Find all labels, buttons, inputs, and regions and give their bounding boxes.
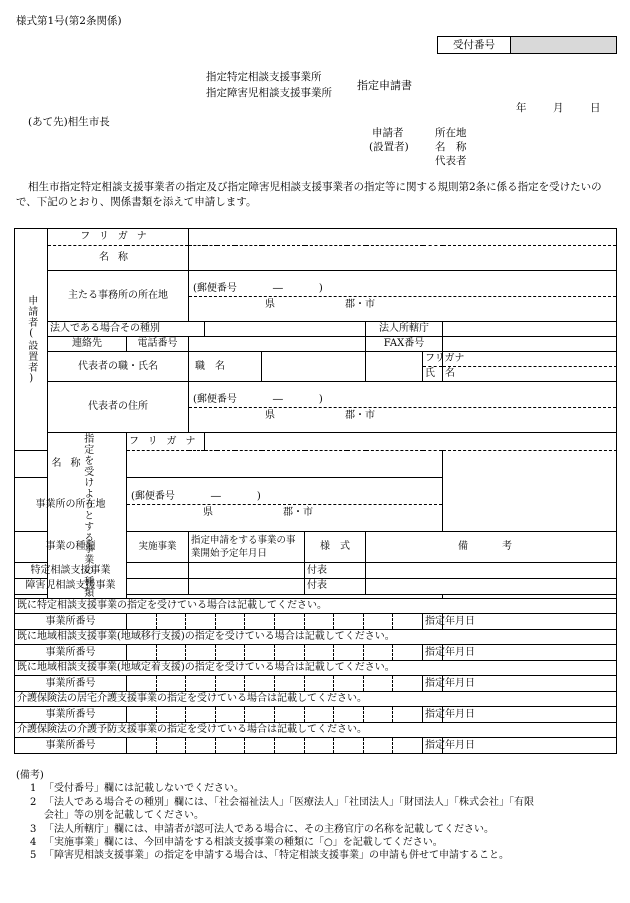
note-item: 4 「実施事業」欄には、今回申請をする相談支援事業の種類に「○」を記載してください。 bbox=[30, 837, 443, 849]
furigana-label: フリガナ bbox=[48, 229, 189, 246]
rep-address-field[interactable] bbox=[189, 382, 617, 433]
furigana-field[interactable] bbox=[189, 229, 617, 246]
main-office-label: 主たる事務所の所在地 bbox=[48, 271, 189, 322]
corp-authority-label: 法人所轄庁 bbox=[366, 322, 443, 337]
rep-title-name-label: 代表者の職・氏名 bbox=[48, 352, 189, 382]
child-remarks-field[interactable] bbox=[366, 578, 617, 594]
phone-label: 電話番号 bbox=[127, 337, 189, 352]
side-label-applicant: 申請者(設置者) bbox=[15, 229, 48, 451]
fax-label: FAX番号 bbox=[366, 337, 443, 352]
office-name-field[interactable] bbox=[127, 451, 443, 478]
rep-furigana-field[interactable] bbox=[443, 352, 617, 367]
notes-heading: (備考) bbox=[16, 770, 44, 781]
note-item: 2 「法人である場合その種別」欄には、「社会福祉法人」「医療法人」「社団法人」「財団法人」「株式会社」「有限 bbox=[30, 796, 534, 808]
designation-date-label: 指定年月日 bbox=[423, 738, 443, 754]
fax-field[interactable] bbox=[443, 337, 617, 352]
office-number-label: 事業所番号 bbox=[15, 707, 127, 723]
implementation-label: 実施事業 bbox=[127, 531, 189, 562]
business-type-label: 事業の種類 bbox=[15, 531, 127, 562]
designation-date-label: 指定年月日 bbox=[423, 645, 443, 661]
specific-business-label: 特定相談支援事業 bbox=[15, 562, 127, 578]
note-item: 1 「受付番号」欄には記載しないでください。 bbox=[30, 783, 244, 795]
office-number-field[interactable] bbox=[127, 707, 423, 723]
application-form-table bbox=[14, 228, 617, 754]
rep-address-line: 県 郡・市 bbox=[265, 410, 375, 421]
applicant-rep-label: 代表者 bbox=[435, 155, 467, 167]
prior-heading-5: 介護保険法の介護予防支援事業の指定を受けている場合は記載してください。 bbox=[15, 723, 617, 738]
corp-type-label: 法人である場合その種別 bbox=[48, 322, 205, 337]
office-furigana-field[interactable] bbox=[205, 433, 617, 451]
specific-remarks-field[interactable] bbox=[366, 562, 617, 578]
title-line2: 指定障害児相談支援事業所 bbox=[206, 87, 332, 99]
office-number-label: 事業所番号 bbox=[15, 645, 127, 661]
phone-field[interactable] bbox=[189, 337, 366, 352]
designation-date-label: 指定年月日 bbox=[423, 614, 443, 630]
office-number-label: 事業所番号 bbox=[15, 676, 127, 692]
office-number-field[interactable] bbox=[127, 676, 423, 692]
remarks-col-label: 備 考 bbox=[366, 531, 617, 562]
office-number-label: 事業所番号 bbox=[15, 738, 127, 754]
specific-implementation-field[interactable] bbox=[127, 562, 189, 578]
spacer-cell bbox=[366, 352, 423, 382]
receipt-number-field[interactable] bbox=[511, 37, 616, 53]
designation-date-label: 指定年月日 bbox=[423, 707, 443, 723]
position-label: 職 名 bbox=[189, 352, 262, 382]
date-year: 年 bbox=[516, 102, 527, 114]
corp-authority-field[interactable] bbox=[443, 322, 617, 337]
office-location-label: 事業所の所在地 bbox=[15, 477, 127, 531]
date-day: 日 bbox=[590, 102, 601, 114]
name-field[interactable] bbox=[189, 246, 617, 271]
note-item: 3 「法人所轄庁」欄には、申請者が認可法人である場合に、その主務官庁の名称を記載してください。 bbox=[30, 823, 494, 835]
date-month: 月 bbox=[553, 102, 564, 114]
office-location-field[interactable] bbox=[127, 477, 443, 531]
person-name-label: 氏 名 bbox=[423, 367, 443, 382]
title-line1: 指定特定相談支援事業所 bbox=[206, 71, 322, 83]
note-item: 5 「障害児相談支援事業」の指定を申請する場合は、「特定相談支援事業」の申請も併せて申請すること。 bbox=[30, 850, 509, 862]
address-line: 県 郡・市 bbox=[265, 299, 375, 310]
position-field[interactable] bbox=[262, 352, 366, 382]
child-style-cell: 付表 bbox=[305, 578, 366, 594]
applicant-sub-label: (設置者) bbox=[369, 141, 409, 153]
office-number-field[interactable] bbox=[127, 645, 423, 661]
rep-furigana-label: フリガナ bbox=[423, 352, 443, 367]
contact-label: 連絡先 bbox=[48, 337, 127, 352]
person-name-field[interactable] bbox=[443, 367, 617, 382]
child-start-date-field[interactable] bbox=[189, 578, 305, 594]
office-furigana-label: フリガナ bbox=[127, 433, 205, 451]
rep-postal-line: (郵便番号 ― ) bbox=[189, 392, 616, 409]
applicant-address-label: 所在地 bbox=[435, 127, 467, 139]
postal-line: (郵便番号 ― ) bbox=[189, 281, 616, 298]
side-label-business: 指定を受けようとする事業の種類 bbox=[48, 433, 127, 599]
note-item: 会社」等の別を記載してください。 bbox=[44, 810, 204, 822]
applicant-name-label: 名 称 bbox=[435, 141, 467, 153]
designation-date-label: 指定年月日 bbox=[423, 676, 443, 692]
notes-section bbox=[16, 769, 534, 863]
child-implementation-field[interactable] bbox=[127, 578, 189, 594]
office-number-field[interactable] bbox=[127, 614, 423, 630]
start-date-label: 指定申請をする事業の事業開始予定年月日 bbox=[189, 531, 305, 562]
prior-heading-2: 既に地域相談支援事業(地域移行支援)の指定を受けている場合は記載してください。 bbox=[15, 630, 617, 645]
receipt-box bbox=[437, 36, 617, 54]
prior-heading-1: 既に特定相談支援事業の指定を受けている場合は記載してください。 bbox=[15, 599, 617, 614]
specific-style-cell: 付表 bbox=[305, 562, 366, 578]
prior-heading-3: 既に地域相談支援事業(地域定着支援)の指定を受けている場合は記載してください。 bbox=[15, 661, 617, 676]
office-name-label: 名称 bbox=[15, 451, 127, 478]
main-office-field[interactable] bbox=[189, 271, 617, 322]
style-label: 様 式 bbox=[305, 531, 366, 562]
office-address-line: 県 郡・市 bbox=[203, 507, 313, 519]
specific-start-date-field[interactable] bbox=[189, 562, 305, 578]
office-number-label: 事業所番号 bbox=[15, 614, 127, 630]
intro-text: 相生市指定特定相談支援事業者の指定及び指定障害児相談支援事業者の指定等に関する規則第2条に係る指定を受けたいので、下記のとおり、関係書類を添えて申請します。 bbox=[16, 181, 602, 208]
receipt-label: 受付番号 bbox=[438, 37, 511, 53]
office-postal-line: (郵便番号 ― ) bbox=[127, 489, 442, 506]
rep-address-label: 代表者の住所 bbox=[48, 382, 189, 433]
form-code: 様式第1号(第2条関係) bbox=[16, 15, 122, 27]
prior-heading-4: 介護保険法の居宅介護支援事業の指定を受けている場合は記載してください。 bbox=[15, 692, 617, 707]
child-business-label: 障害児相談支援事業 bbox=[15, 578, 127, 594]
corp-type-field[interactable] bbox=[205, 322, 366, 337]
title-suffix: 指定申請書 bbox=[357, 79, 412, 92]
name-label: 名称 bbox=[48, 246, 189, 271]
office-number-field[interactable] bbox=[127, 738, 423, 754]
addressee: (あて先)相生市長 bbox=[28, 116, 110, 128]
applicant-label: 申請者 bbox=[372, 127, 404, 139]
